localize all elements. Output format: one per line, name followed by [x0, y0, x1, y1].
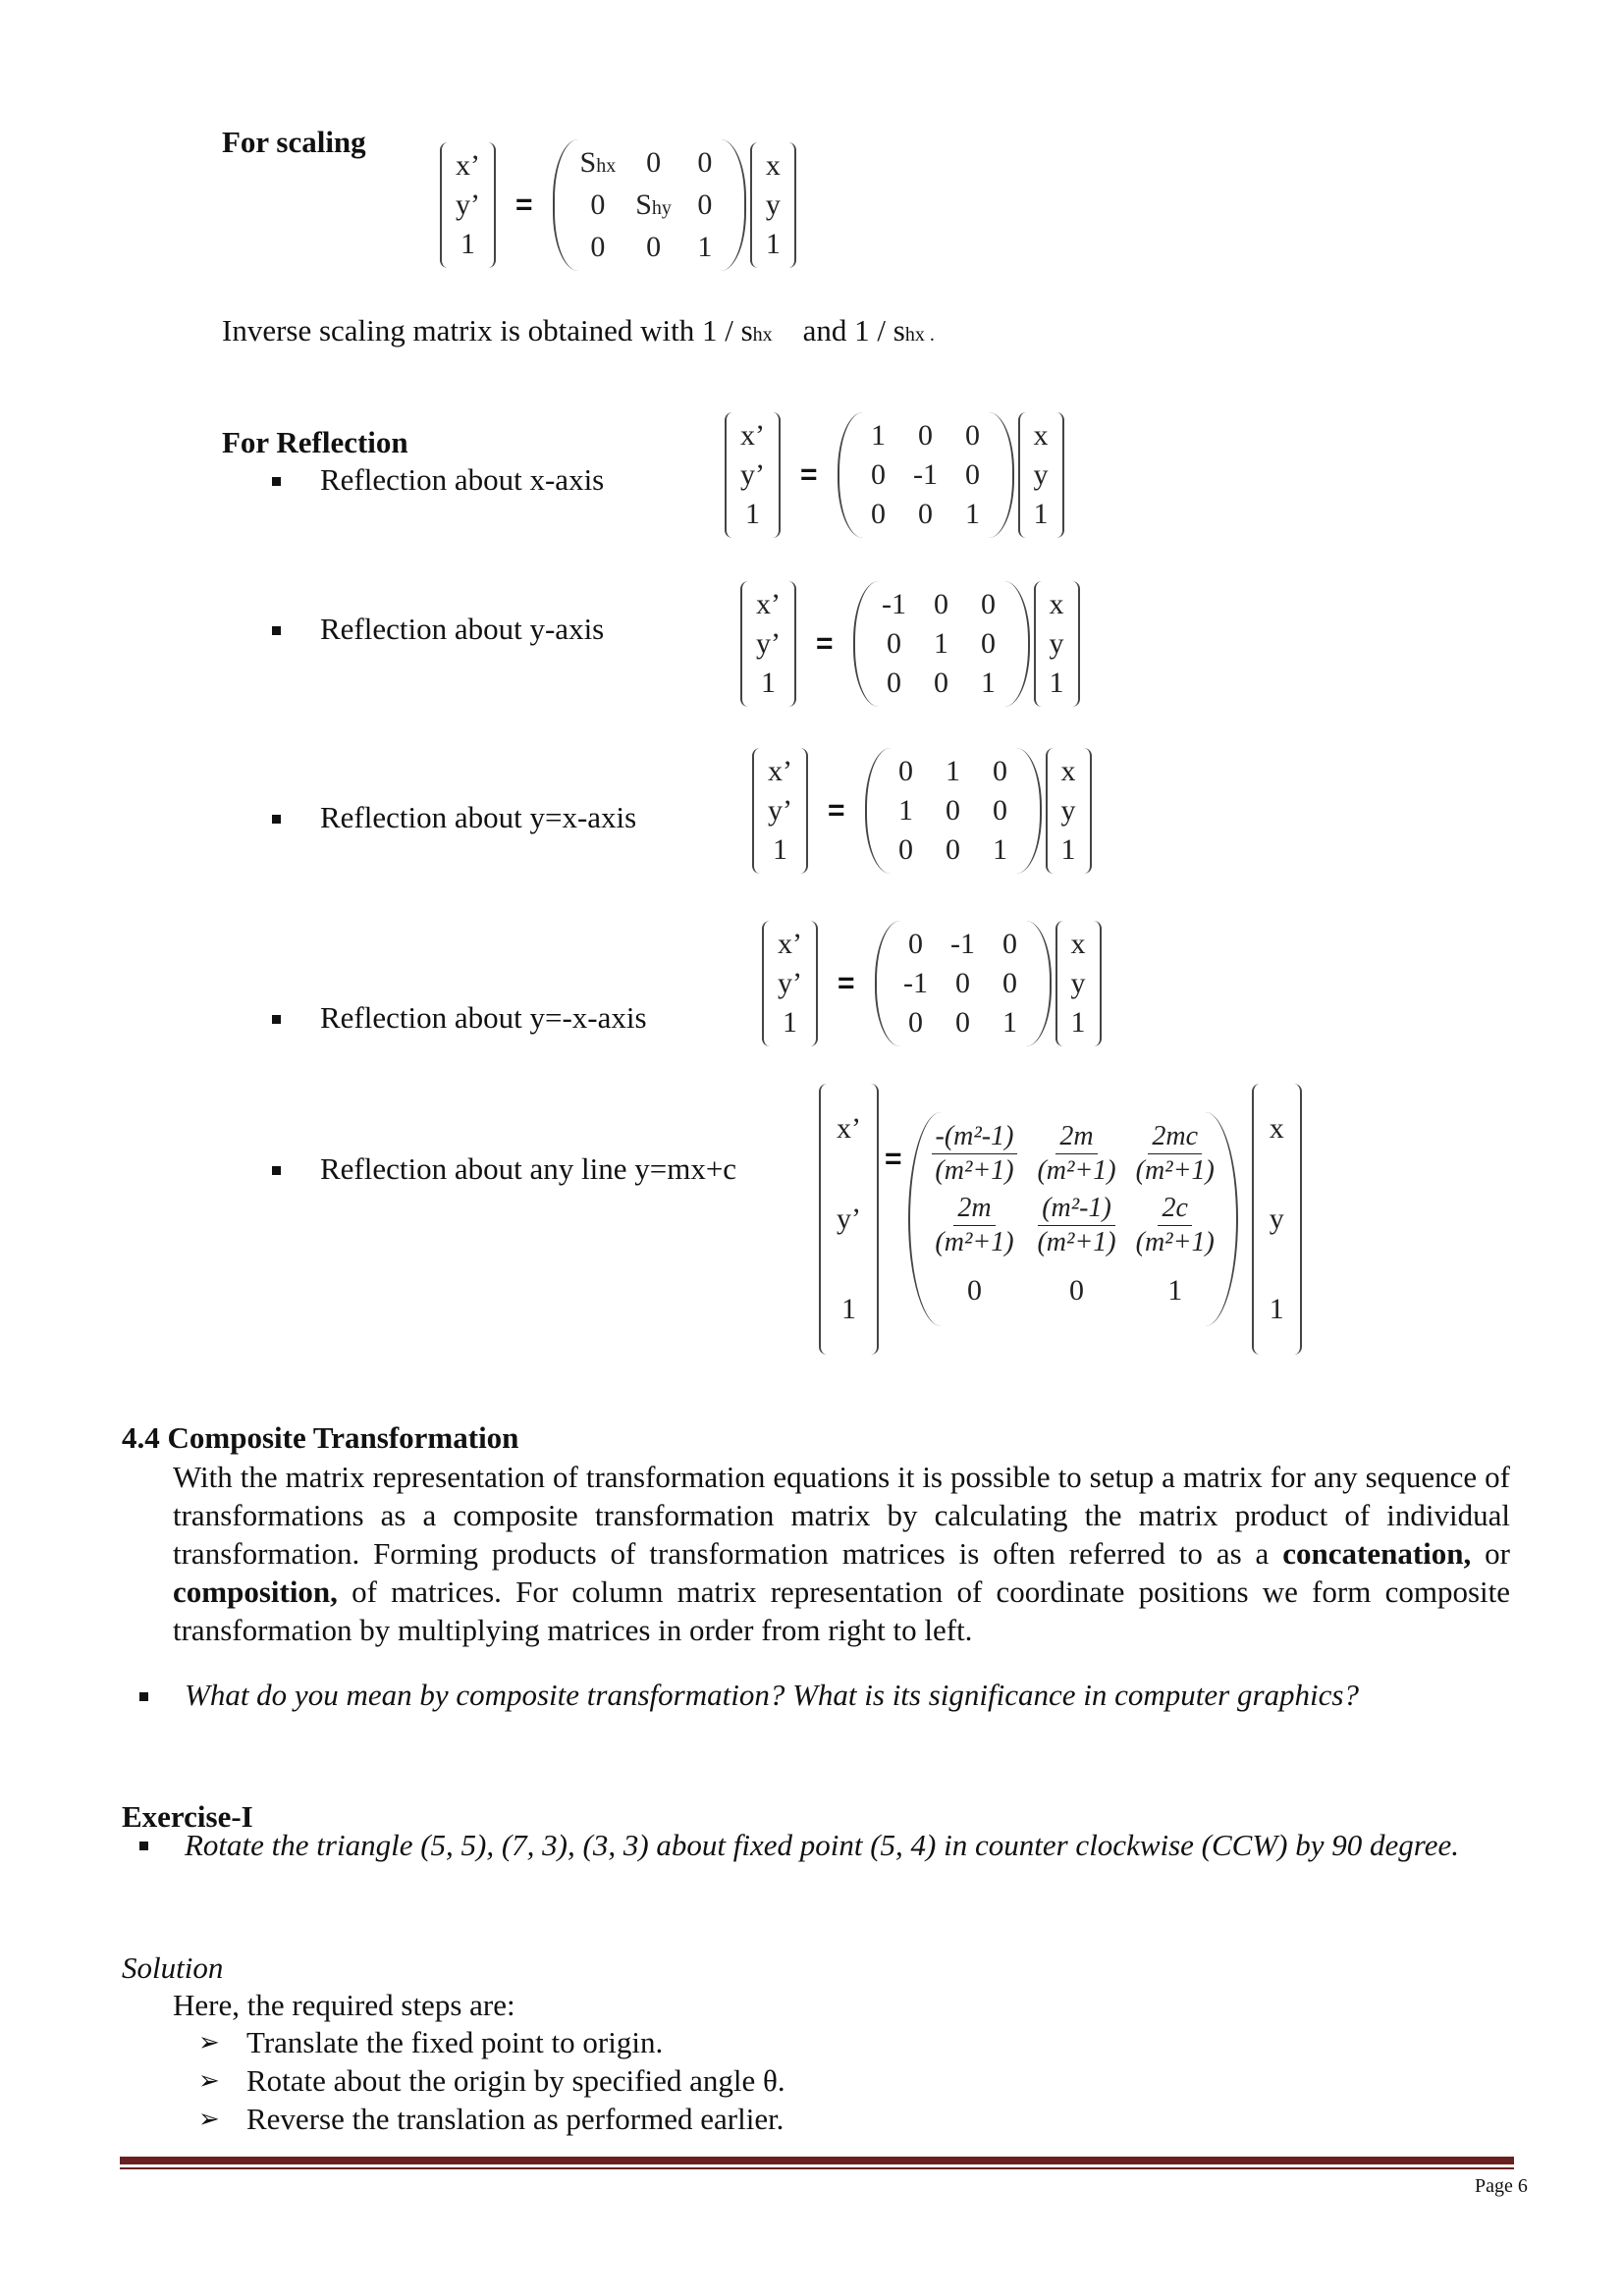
square-bullet-icon — [139, 1842, 148, 1850]
solution-step-3: Reverse the translation as performed earlier. — [246, 2102, 784, 2136]
cell: 0 — [590, 231, 606, 263]
scaling-matrix — [553, 139, 746, 271]
composite-paragraph: With the matrix representation of transformation equations it is possible to setup a matrix for any sequence of transformations as a composite transformation matrix by calculating the matrix product of individual transformation. Forming products of transformation matrices is often referred to as a concatenation, or composition, of matrices. For column matrix representation of coordinate positions we form composite transformation by multiplying matrices in order from right to left. — [173, 1460, 1510, 1647]
reflection-general-equation: x’ y’ 1 = $\frac{\text{-(m²-1)}}{\text{(m²+1)}}$ $\frac{2m}{\text{(m²+1)}}$ $\frac{2mc}{\text{(m²+1)}}$ $\frac{2m}{\text{(m²+1)}}$ $\frac{\text{(m²-1)}}{\text{(m²+1)}}$ $\frac{2c}{\text{(m²+1)}}$ 0 0 1 x y 1 — [819, 1084, 1302, 1355]
square-bullet-icon — [272, 1015, 281, 1024]
arrow-bullet-icon: ➢ — [198, 2105, 220, 2133]
square-bullet-icon — [272, 1166, 281, 1175]
solution-label: Solution — [122, 1950, 224, 1985]
reflection-y-label: Reflection about y-axis — [320, 612, 605, 646]
reflection-neg-yx-equation: x’ y’ 1 = 0 -1 0 -1 0 0 0 0 1 x y 1 — [762, 921, 1102, 1046]
scaling-heading: For scaling — [222, 125, 366, 159]
reflection-y-equation: x’ y’ 1 = -1 0 0 0 1 0 0 0 1 x y 1 — [740, 581, 1080, 707]
inverse-scaling-text: Inverse scaling matrix is obtained with 1 / shx and 1 / shx . — [222, 313, 935, 347]
square-bullet-icon — [272, 815, 281, 824]
exercise-question: Rotate the triangle (5, 5), (7, 3), (3, 3) about fixed point (5, 4) in counter clockwise (CCW) by 90 degree. — [185, 1828, 1459, 1862]
reflection-yx-label: Reflection about y=x-axis — [320, 800, 637, 834]
rhs-vector — [750, 142, 796, 268]
footer-rule-thick — [120, 2157, 1514, 2164]
lhs-y: y’ — [456, 188, 480, 221]
section-heading: 4.4 Composite Transformation — [122, 1420, 519, 1455]
reflection-heading: For Reflection — [222, 425, 408, 459]
rhs-x: x — [765, 149, 781, 182]
rhs-y: y — [765, 188, 781, 221]
scaling-equation — [440, 139, 796, 271]
solution-intro: Here, the required steps are: — [173, 1988, 515, 2022]
rhs-1: 1 — [765, 228, 781, 260]
reflection-general-label: Reflection about any line y=mx+c — [320, 1151, 737, 1186]
cell-shy: Shy — [635, 188, 672, 221]
reflection-yx-equation: x’ y’ 1 = 0 1 0 1 0 0 0 0 1 x y 1 — [752, 748, 1092, 874]
cell: 0 — [646, 146, 662, 179]
cell: 0 — [590, 188, 606, 221]
square-bullet-icon — [272, 626, 281, 635]
footer-rule-thin — [120, 2167, 1514, 2169]
cell: 0 — [697, 146, 713, 179]
arrow-bullet-icon: ➢ — [198, 2028, 220, 2056]
lhs-vector — [440, 142, 496, 268]
reflection-neg-yx-label: Reflection about y=-x-axis — [320, 1000, 647, 1035]
arrow-bullet-icon: ➢ — [198, 2066, 220, 2095]
cell: 1 — [697, 231, 713, 263]
cell: 0 — [646, 231, 662, 263]
solution-step-2: Rotate about the origin by specified angle θ. — [246, 2063, 785, 2098]
page-number: Page 6 — [1475, 2175, 1528, 2197]
square-bullet-icon — [139, 1692, 148, 1701]
composite-question: What do you mean by composite transformation? What is its significance in computer graphics? — [185, 1678, 1359, 1712]
solution-step-1: Translate the fixed point to origin. — [246, 2025, 664, 2059]
equals-sign: = — [515, 188, 533, 221]
lhs-1: 1 — [460, 228, 475, 260]
reflection-x-equation: x’ y’ 1 = 1 0 0 0 -1 0 0 0 1 x y 1 — [725, 412, 1064, 538]
cell-shx: Shx — [579, 146, 617, 179]
square-bullet-icon — [272, 477, 281, 486]
reflection-x-label: Reflection about x-axis — [320, 462, 605, 497]
lhs-x: x’ — [456, 149, 480, 182]
exercise-heading: Exercise-I — [122, 1799, 253, 1834]
cell: 0 — [697, 188, 713, 221]
